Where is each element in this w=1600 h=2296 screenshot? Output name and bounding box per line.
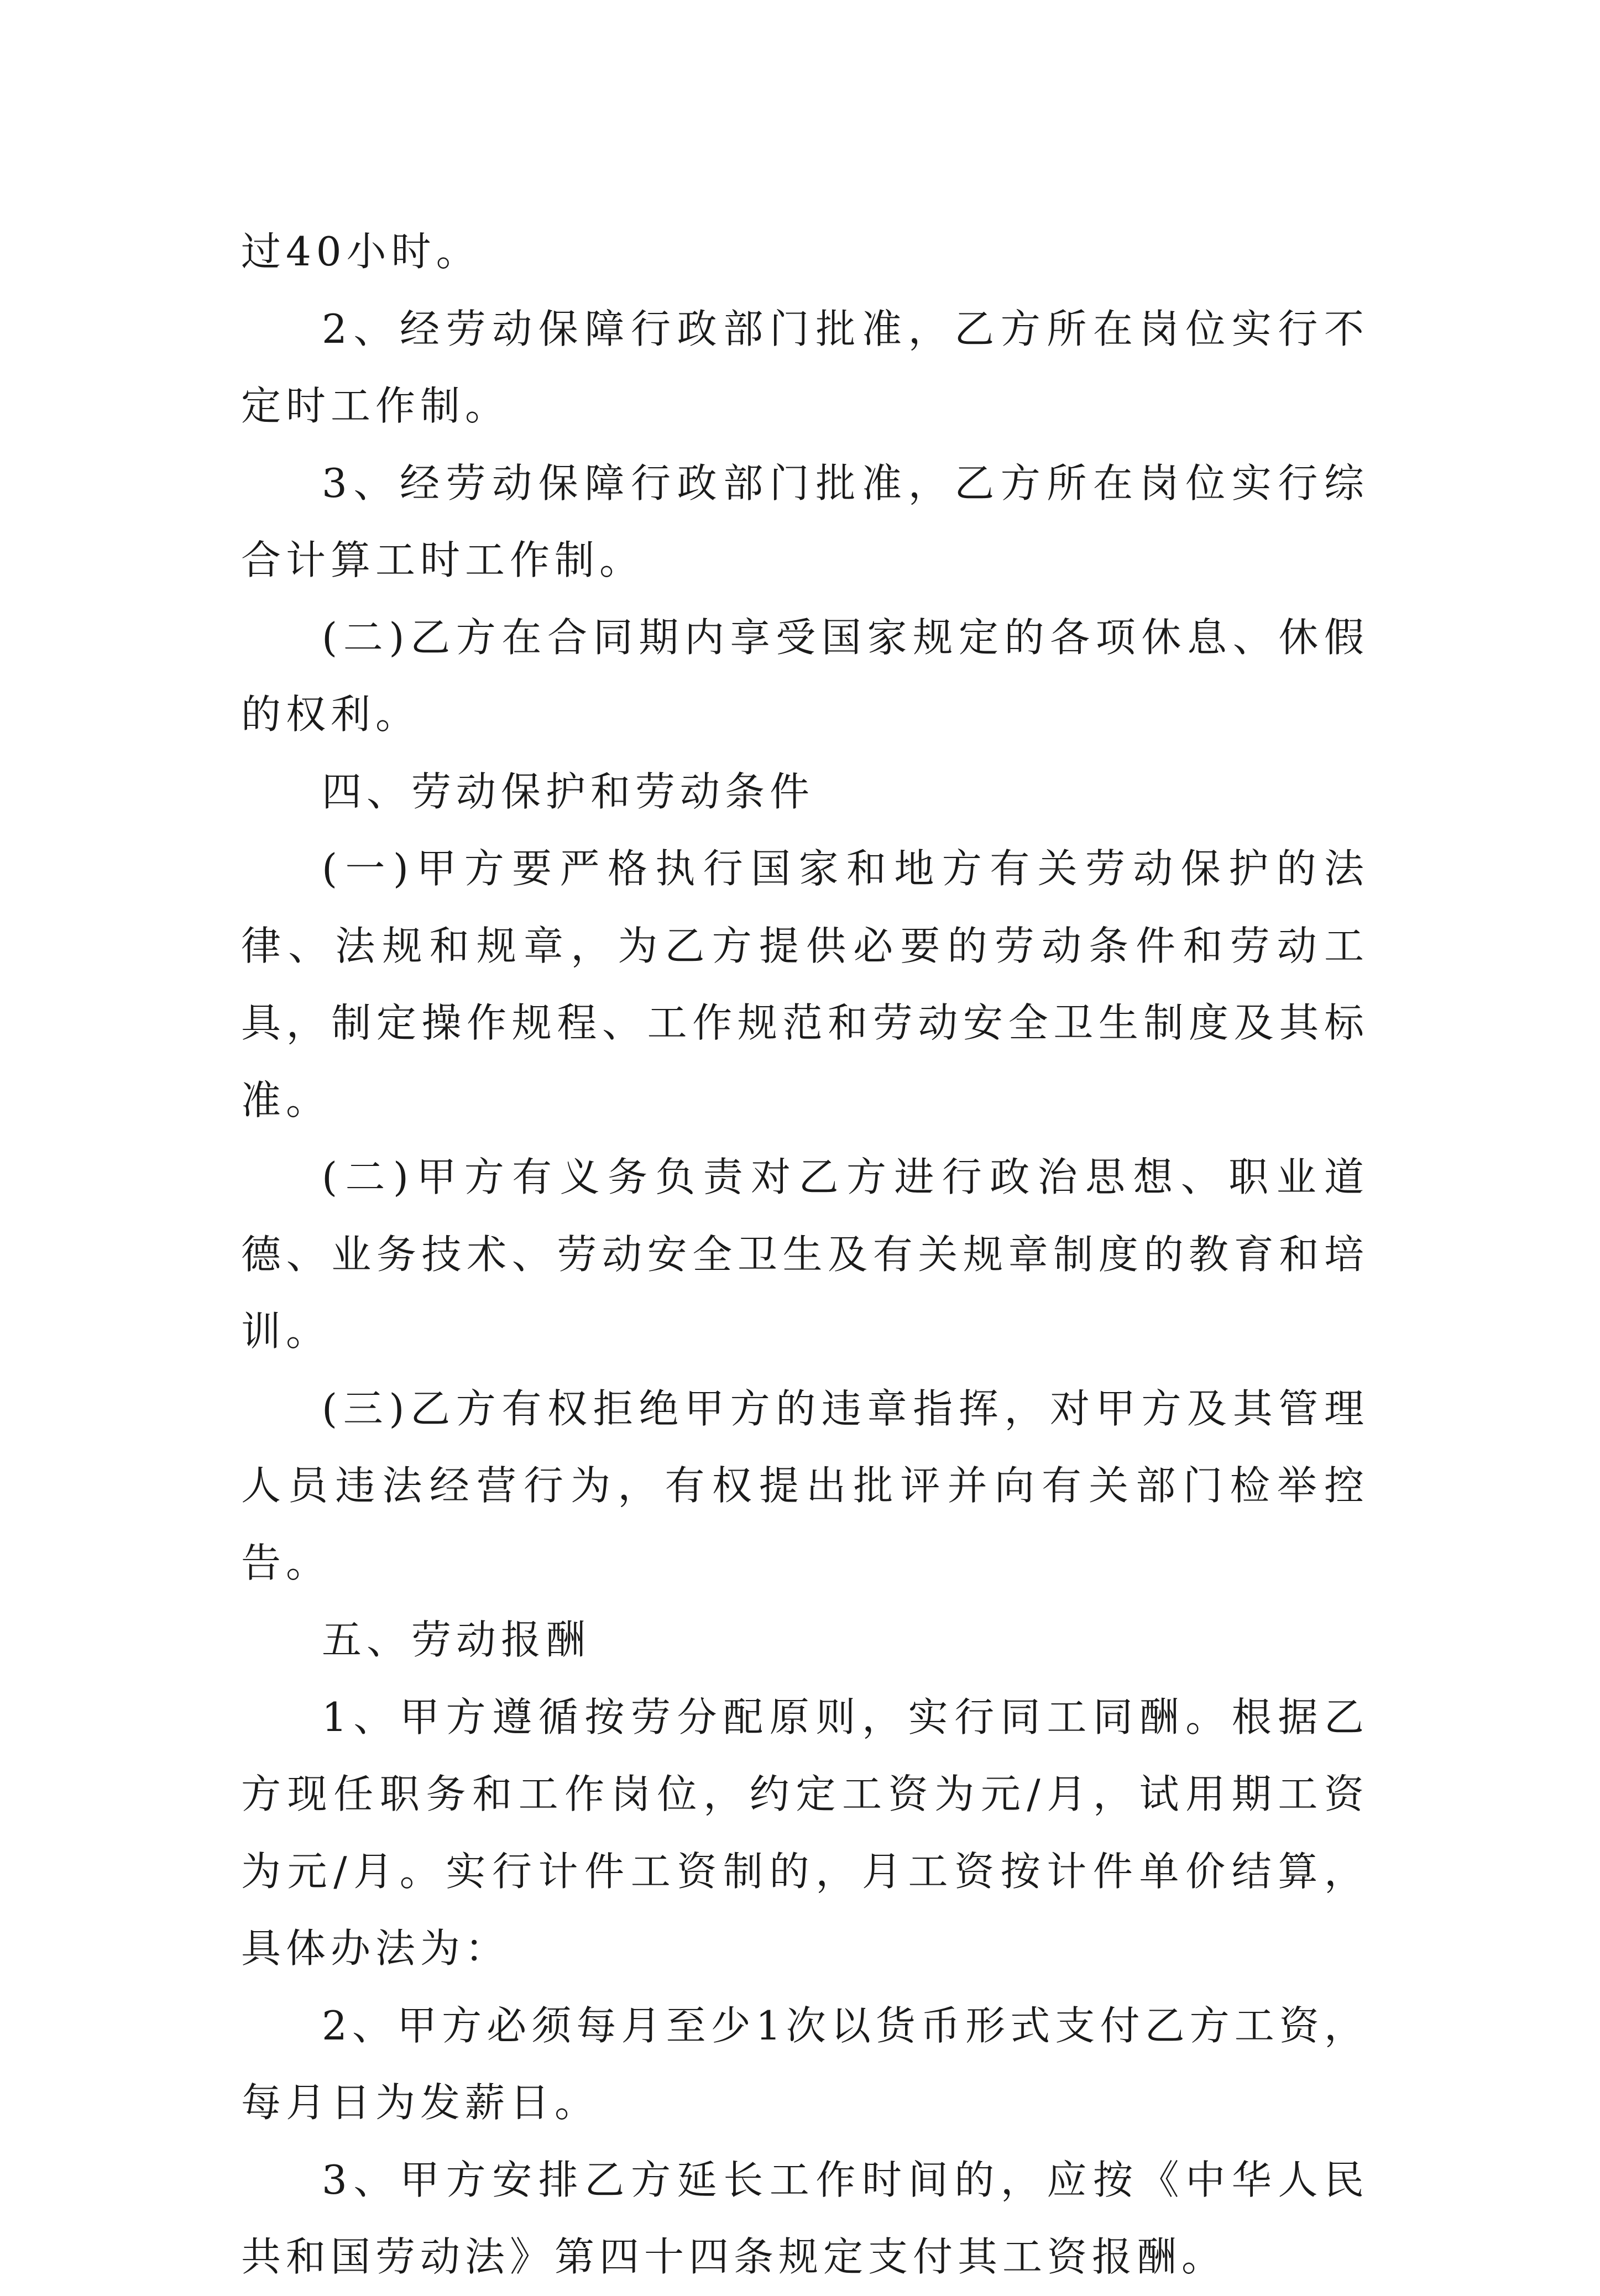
paragraph-education-training: (二)甲方有义务负责对乙方进行政治思想、职业道德、业务技术、劳动安全卫生及有关规章制度的教育和培训。 (241, 1154, 1369, 1354)
section-heading-labor-protection: 四、劳动保护和劳动条件 (322, 768, 815, 815)
paragraph-continuation: 过40小时。 (241, 228, 481, 275)
paragraph-refuse-violations: (三)乙方有权拒绝甲方的违章指挥，对甲方及其管理人员违法经营行为，有权提出批评并向有关部门检举控告。 (241, 1385, 1369, 1586)
document-body (241, 213, 1369, 2296)
paragraph-payday: 2、甲方必须每月至少1次以货币形式支付乙方工资，每月日为发薪日。 (241, 2002, 1369, 2126)
section-heading-remuneration: 五、劳动报酬 (322, 1617, 591, 1663)
paragraph-irregular-hours: 2、经劳动保障行政部门批准，乙方所在岗位实行不定时工作制。 (241, 305, 1369, 429)
paragraph-comprehensive-hours: 3、经劳动保障行政部门批准，乙方所在岗位实行综合计算工时工作制。 (241, 459, 1369, 583)
paragraph-overtime-pay: 3、甲方安排乙方延长工作时间的，应按《中华人民共和国劳动法》第四十四条规定支付其工资报酬。 (241, 2156, 1369, 2280)
paragraph-wage-agreement: 1、甲方遵循按劳分配原则，实行同工同酬。根据乙方现任职务和工作岗位，约定工资为元/月，试用期工资为元/月。实行计件工资制的，月工资按计件单价结算，具体办法为： (241, 1693, 1369, 1971)
paragraph-protection-regulations: (一)甲方要严格执行国家和地方有关劳动保护的法律、法规和规章，为乙方提供必要的劳动条件和劳动工具，制定操作规程、工作规范和劳动安全卫生制度及其标准。 (241, 845, 1369, 1123)
paragraph-rest-leave-rights: (二)乙方在合同期内享受国家规定的各项休息、休假的权利。 (241, 614, 1369, 738)
